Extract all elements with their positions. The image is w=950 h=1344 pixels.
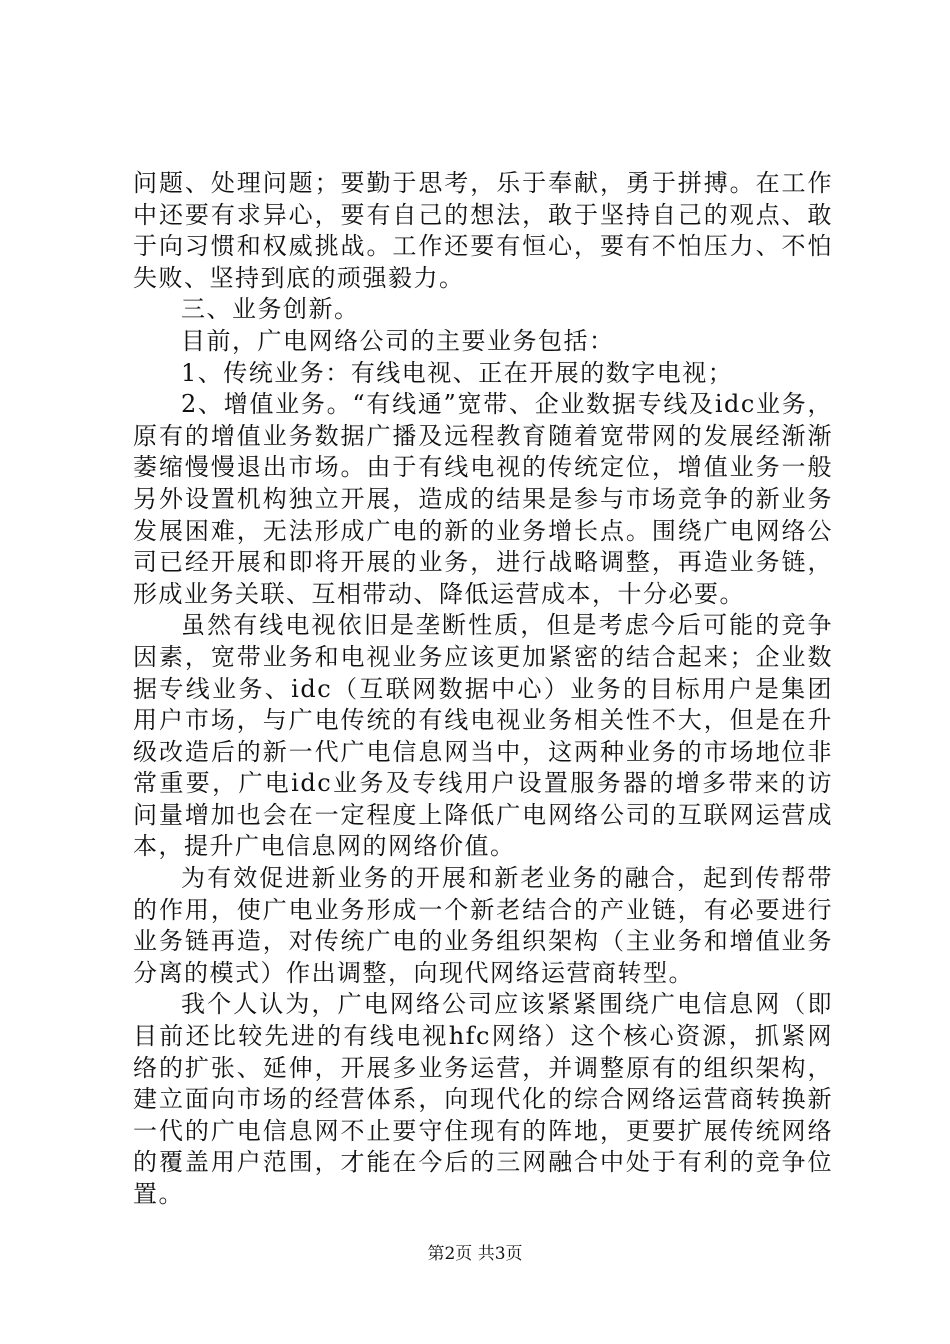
page-footer: 第2页 共3页 bbox=[427, 1244, 523, 1264]
section-heading: 三、业务创新。 bbox=[181, 295, 360, 324]
list-item-traditional: 1、传统业务：有线电视、正在开展的数字电视； bbox=[181, 358, 734, 387]
paragraph-integration: 为有效促进新业务的开展和新老业务的融合，起到传帮带的作用，使广电业务形成一个新老结合的产业链，有必要进行业务链再造，对传统广电的业务组织架构（主业务和增值业务分离的模式）作出调整，向现代网络运营商转型。 bbox=[133, 864, 833, 987]
list-item-value-added: 2、增值业务。“有线通”宽带、企业数据专线及idc业务，原有的增值业务数据广播及远程教育随着宽带网的发展经渐渐萎缩慢慢退出市场。由于有线电视的传统定位，增值业务一般另外设置机构独立开展，造成的结果是参与市场竞争的新业务发展困难，无法形成广电的新的业务增长点。围绕广电网络公司已经开展和即将开展的业务，进行战略调整，再造业务链，形成业务关联、互相带动、降低运营成本，十分必要。 bbox=[133, 390, 833, 608]
paragraph-competition: 虽然有线电视依旧是垄断性质，但是考虑今后可能的竞争因素，宽带业务和电视业务应该更加紧密的结合起来；企业数据专线业务、idc（互联网数据中心）业务的目标用户是集团用户市场，与广电传统的有线电视业务相关性不大，但是在升级改造后的新一代广电信息网当中，这两种业务的市场地位非常重要，广电idc业务及专线用户设置服务器的增多带来的访问量增加也会在一定程度上降低广电网络公司的互联网运营成本，提升广电信息网的网络价值。 bbox=[133, 611, 833, 861]
paragraph-intro: 目前，广电网络公司的主要业务包括： bbox=[181, 326, 615, 355]
document-body bbox=[133, 168, 833, 1211]
paragraph-opinion: 我个人认为，广电网络公司应该紧紧围绕广电信息网（即目前还比较先进的有线电视hfc网络）这个核心资源，抓紧网络的扩张、延伸，开展多业务运营，并调整原有的组织架构，建立面向市场的经营体系，向现代化的综合网络运营商转换新一代的广电信息网不止要守住现有的阵地，更要扩展传统网络的覆盖用户范围，才能在今后的三网融合中处于有利的竞争位置。 bbox=[133, 990, 833, 1208]
paragraph-continuation: 问题、处理问题；要勤于思考，乐于奉献，勇于拼搏。在工作中还要有求异心，要有自己的想法，敢于坚持自己的观点、敢于向习惯和权威挑战。工作还要有恒心，要有不怕压力、不怕失败、坚持到底的顽强毅力。 bbox=[133, 169, 833, 292]
